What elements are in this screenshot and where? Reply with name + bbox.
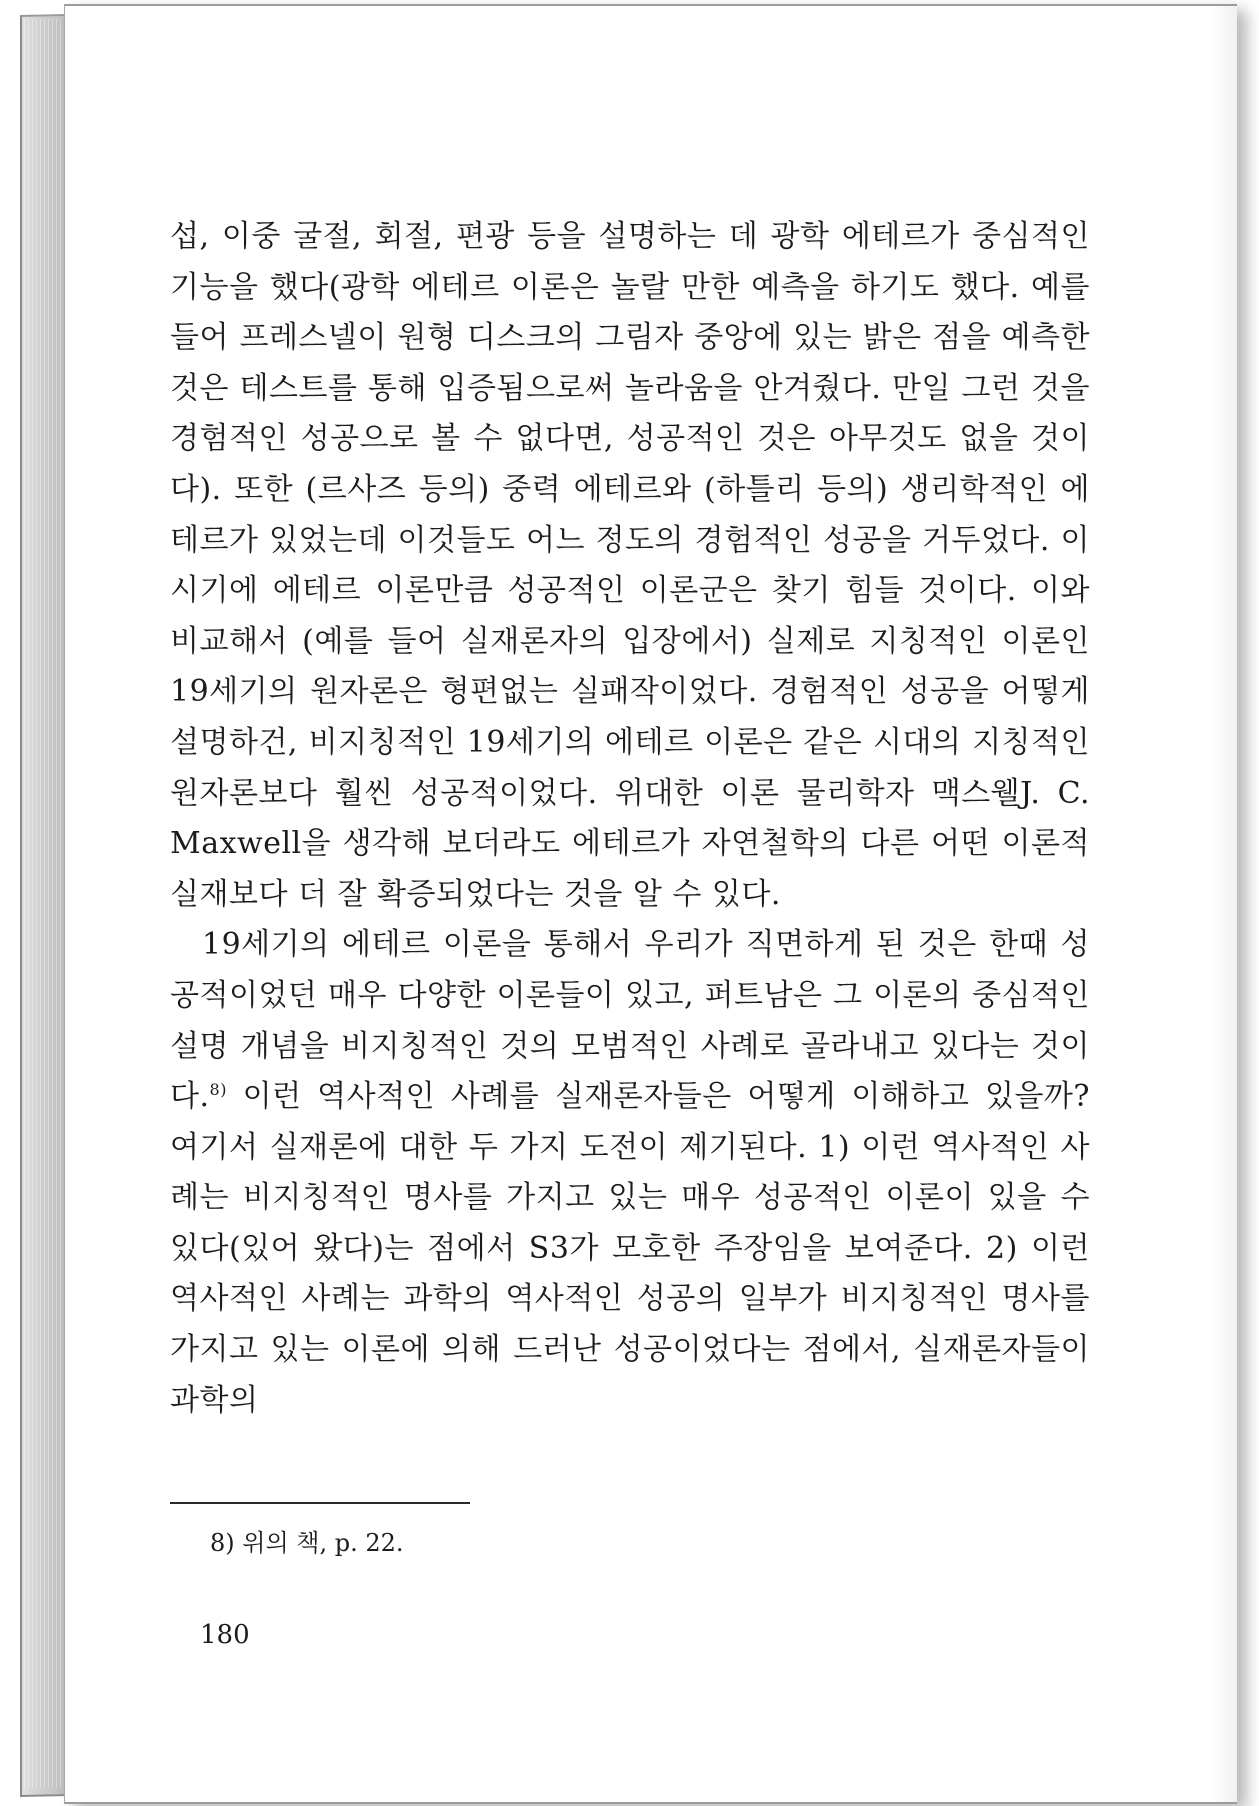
page-shadow xyxy=(1211,6,1237,1802)
footnote-divider xyxy=(170,1502,470,1504)
body-text xyxy=(170,212,1090,1426)
paragraph-2-text-a: 19세기의 에테르 이론을 통해서 우리가 직면하게 된 것은 한때 성공적이었던 매우 다양한 이론들이 있고, 퍼트남은 그 이론의 중심적인 설명 개념을 비지칭적인 것의 모범적인 사례로 골라내고 있다는 것이다. xyxy=(170,927,1090,1115)
footnote: 8) 위의 책, p. 22. xyxy=(210,1529,404,1557)
paragraph-1: 섭, 이중 굴절, 회절, 편광 등을 설명하는 데 광학 에테르가 중심적인 기능을 했다(광학 에테르 이론은 놀랄 만한 예측을 하기도 했다. 예를 들어 프레스넬이 원형 디스크의 그림자 중앙에 있는 밝은 점을 예측한 것은 테스트를 통해 입증됨으로써 놀라움을 안겨줬다. 만일 그런 것을 경험적인 성공으로 볼 수 없다면, 성공적인 것은 아무것도 없을 것이다). 또한 (르사즈 등의) 중력 에테르와 (하틀리 등의) 생리학적인 에테르가 있었는데 이것들도 어느 정도의 경험적인 성공을 거두었다. 이 시기에 에테르 이론만큼 성공적인 이론군은 찾기 힘들 것이다. 이와 비교해서 (예를 들어 실재론자의 입장에서) 실제로 지칭적인 이론인 19세기의 원자론은 형편없는 실패작이었다. 경험적인 성공을 어떻게 설명하건, 비지칭적인 19세기의 에테르 이론은 같은 시대의 지칭적인 원자론보다 훨씬 성공적이었다. 위대한 이론 물리학자 맥스웰J. C. Maxwell을 생각해 보더라도 에테르가 자연철학의 다른 어떤 이론적 실재보다 더 잘 확증되었다는 것을 알 수 있다. xyxy=(170,219,1090,912)
paragraph-2 xyxy=(170,920,1090,1426)
page-number: 180 xyxy=(200,1620,250,1650)
paragraph-2-text-b: 이런 역사적인 사례를 실재론자들은 어떻게 이해하고 있을까? 여기서 실재론에 대한 두 가지 도전이 제기된다. 1) 이런 역사적인 사례는 비지칭적인 명사를 가지고 있는 매우 성공적인 이론이 있을 수 있다(있어 왔다)는 점에서 S3가 모호한 주장임을 보여준다. 2) 이런 역사적인 사례는 과학의 역사적인 성공의 일부가 비지칭적인 명사를 가지고 있는 이론에 의해 드러난 성공이었다는 점에서, 실재론자들이 과학의 xyxy=(170,1079,1090,1418)
footnote-reference: 8) xyxy=(209,1080,227,1100)
book-edge xyxy=(20,14,68,1797)
